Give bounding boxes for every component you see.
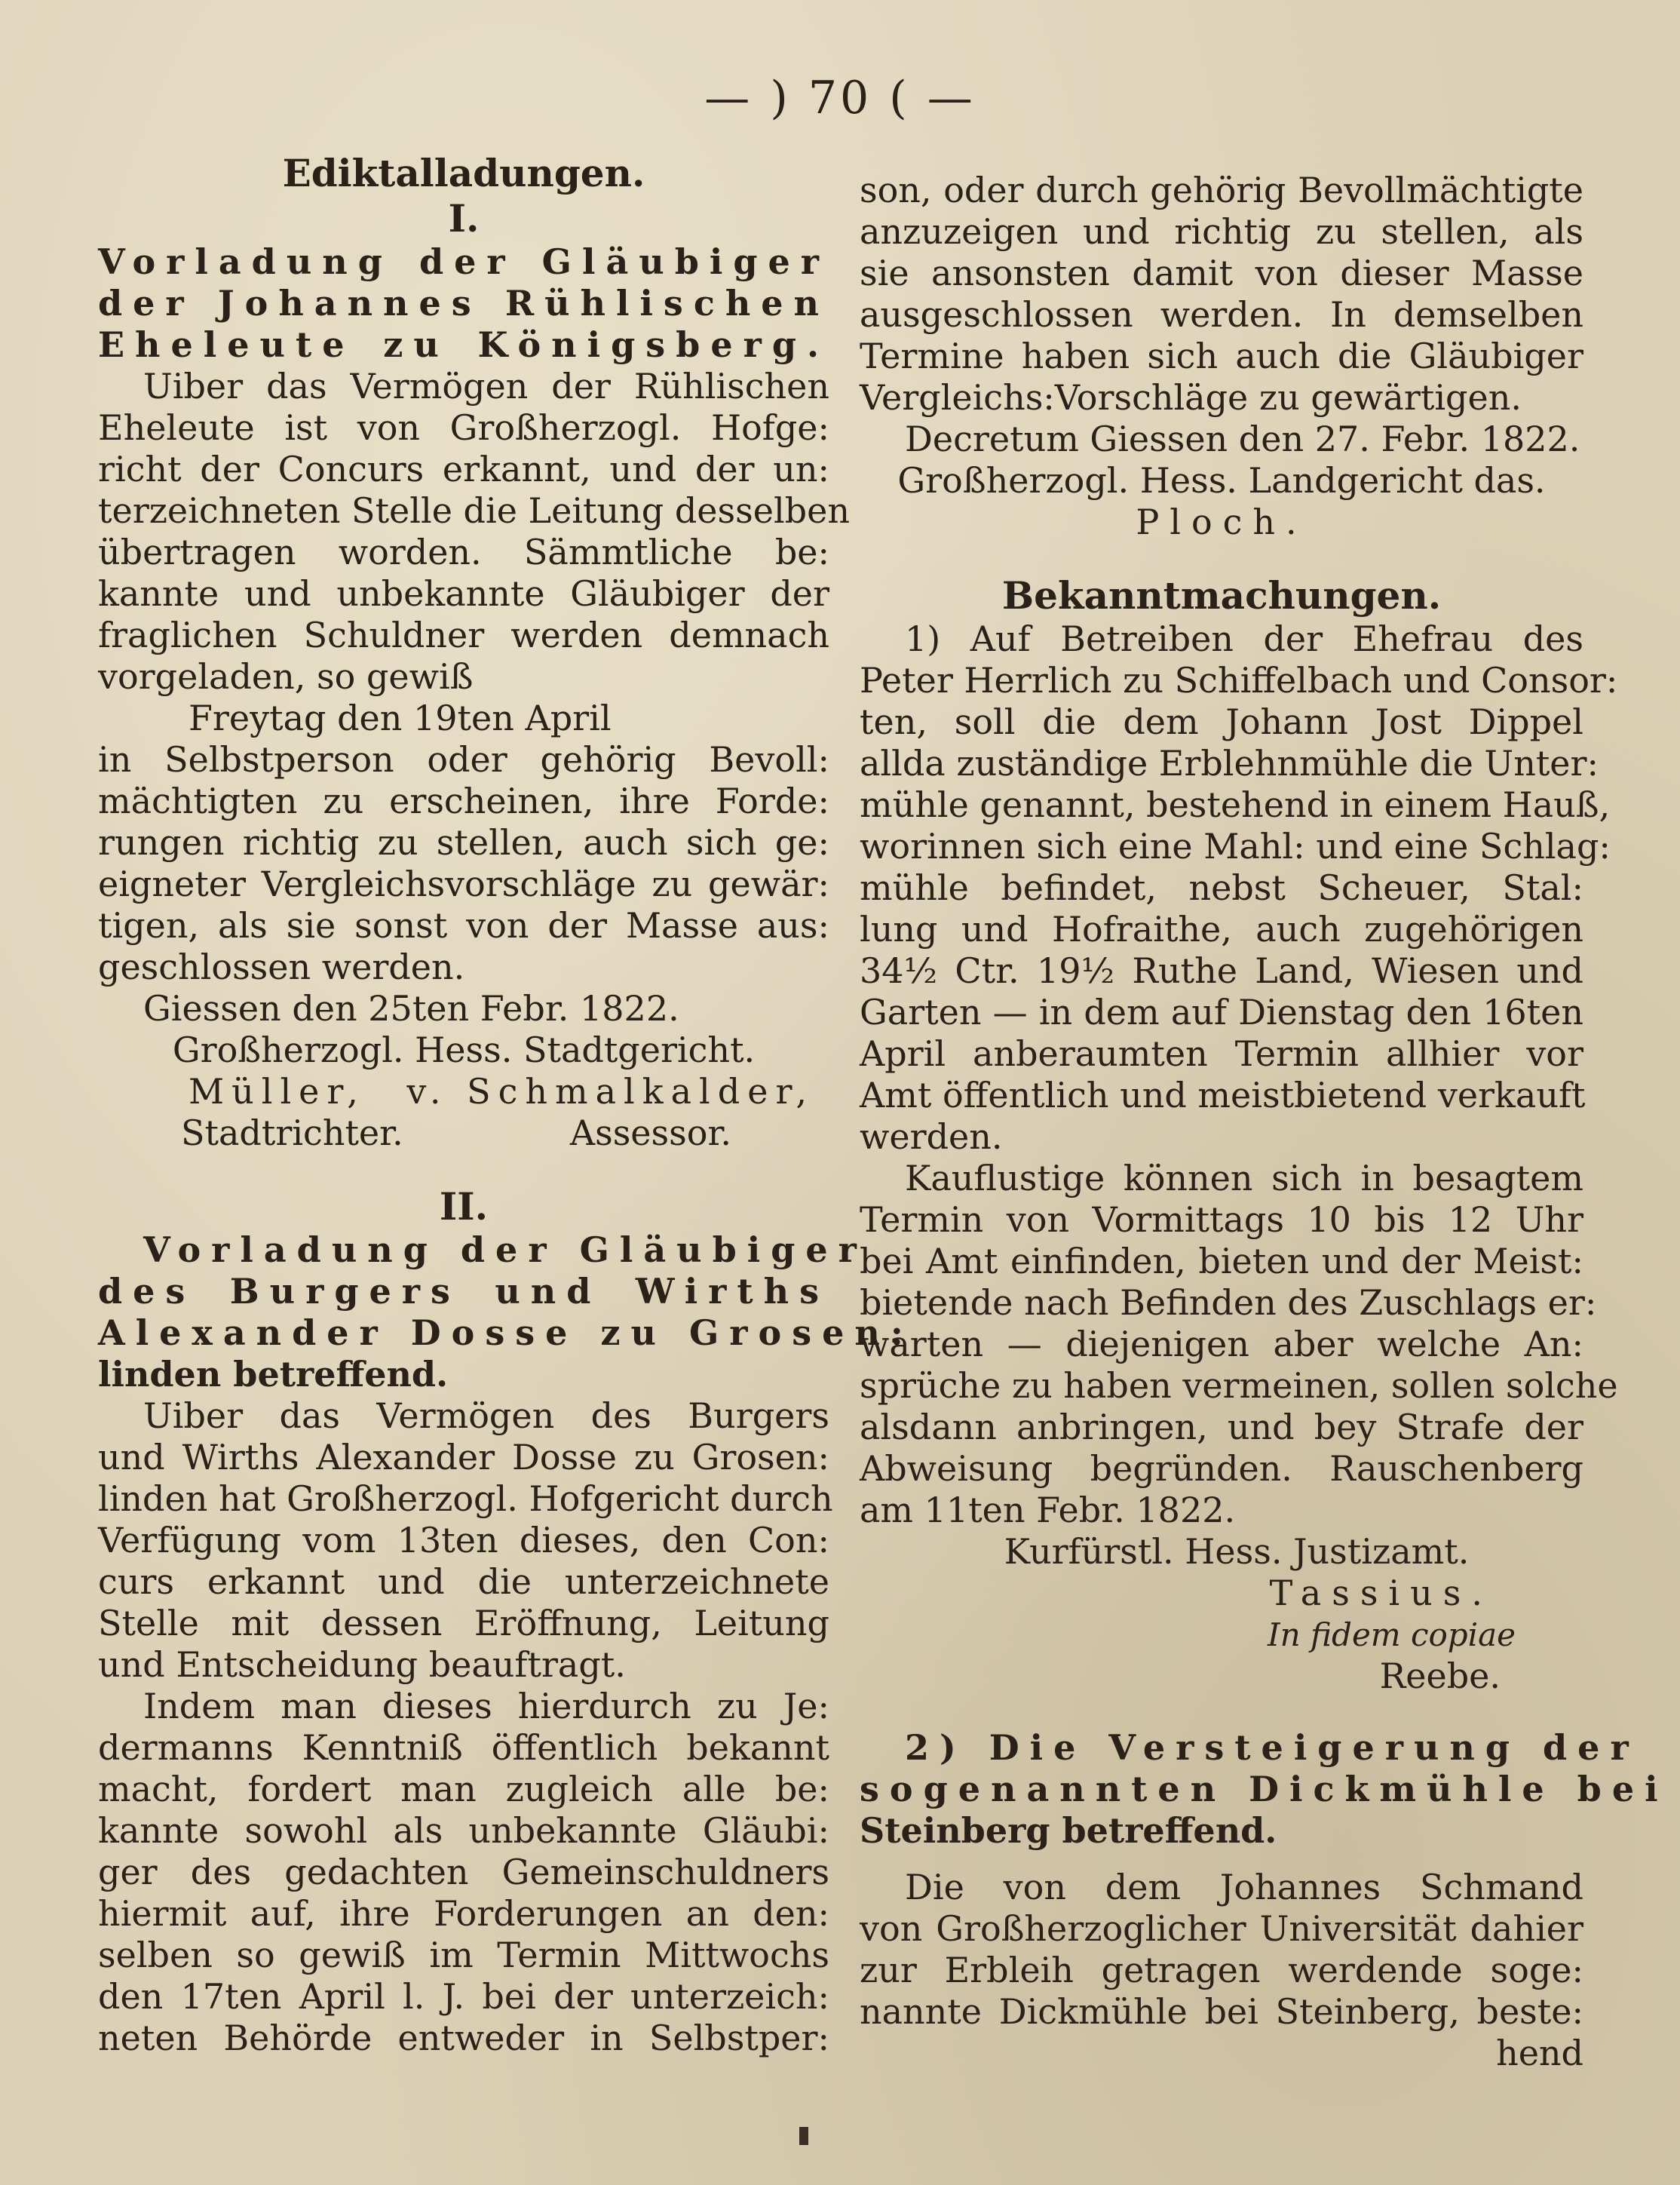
body-line: Garten — in dem auf Dienstag den 16ten [860, 992, 1583, 1033]
body-line: eigneter Vergleichsvorschläge zu gewär: [98, 864, 829, 904]
body-line: ausgeschlossen werden. In demselben [860, 294, 1583, 335]
signer-title: Assessor. [569, 1112, 731, 1153]
body-line: mühle befindet, nebst Scheuer, Stal: [860, 867, 1583, 908]
latin-attestation: In fidem copiae [1268, 1616, 1516, 1653]
body-line: Vergleichs:Vorschläge zu gewärtigen. [860, 377, 1522, 418]
body-line: nannte Dickmühle bei Steinberg, beste: [860, 1991, 1583, 2032]
body-line: bei Amt einfinden, bieten und der Meist: [860, 1241, 1583, 1281]
body-line: und Entscheidung beauftragt. [98, 1644, 626, 1685]
body-line: ten, soll die dem Johann Jost Dippel [860, 701, 1583, 742]
body-line: in Selbstperson oder gehörig Bevoll: [98, 739, 829, 780]
body-line: 34½ Ctr. 19½ Ruthe Land, Wiesen und [860, 950, 1583, 991]
body-line: terzeichneten Stelle die Leitung desselben [98, 490, 850, 531]
spacer [98, 1154, 829, 1184]
body-line: lung und Hofraithe, auch zugehörigen [860, 909, 1583, 950]
court-name: Großherzogl. Hess. Stadtgericht. [172, 1030, 756, 1070]
place-date: Giessen den 25ten Febr. 1822. [143, 988, 679, 1029]
body-line: Indem man dieses hierdurch zu Je: [143, 1686, 829, 1726]
body-line: Stelle mit dessen Eröffnung, Leitung [98, 1603, 829, 1643]
body-line: April anberaumten Termin allhier vor [860, 1033, 1583, 1074]
left-column [98, 151, 914, 2059]
title-line: Steinberg betreffend. [860, 1810, 1277, 1851]
body-line: tigen, als sie sonst von der Masse aus: [98, 905, 829, 946]
signature-names [98, 1071, 829, 1112]
page-number: — ) 70 ( — [704, 72, 976, 124]
body-line: Termin von Vormittags 10 bis 12 Uhr [860, 1199, 1583, 1240]
title-line: 2) Die Versteigerung der [905, 1727, 1639, 1768]
spacer [860, 543, 1583, 573]
notice-2 [860, 1727, 1669, 2074]
body-line: alsdann anbringen, und bey Strafe der [860, 1407, 1583, 1447]
court-name: Großherzogl. Hess. Landgericht das. [897, 460, 1546, 501]
body-line: Kauflustige können sich in besagtem [905, 1158, 1583, 1198]
part2-title [98, 1229, 914, 1395]
body-line: son, oder durch gehörig Bevollmächtigte [860, 170, 1583, 210]
body-line: neten Behörde entweder in Selbstper: [98, 2018, 829, 2058]
body-line: Peter Herrlich zu Schiffelbach und Consor: [860, 660, 1618, 701]
body-line: Verfügung vom 13ten dieses, den Con: [98, 1520, 829, 1560]
signer-name: Ploch. [1136, 502, 1308, 542]
body-line: von Großherzoglicher Universität dahier [860, 1908, 1583, 1949]
signature-titles [98, 1112, 829, 1154]
body-line: am 11ten Febr. 1822. [860, 1490, 1236, 1530]
title-line: der Johannes Rühlischen [98, 283, 829, 324]
body-line: ger des gedachten Gemeinschuldners [98, 1852, 829, 1892]
body-line: worinnen sich eine Mahl: und eine Schlag: [860, 826, 1611, 867]
body-line: Uiber das Vermögen der Rühlischen [143, 366, 829, 407]
body-line: linden hat Großherzogl. Hofgericht durch [98, 1478, 833, 1519]
body-line: und Wirths Alexander Dosse zu Grosen: [98, 1437, 829, 1478]
body-line: dermanns Kenntniß öffentlich bekannt [98, 1727, 829, 1768]
body-line: selben so gewiß im Termin Mittwochs [98, 1935, 829, 1975]
spacer [860, 1697, 1583, 1727]
date-line: Freytag den 19ten April [189, 698, 612, 738]
section-title-announcements: Bekanntmachungen. [1001, 573, 1442, 618]
section-title-edicts: Ediktalladungen. [282, 151, 645, 195]
body-line: rungen richtig zu stellen, auch sich ge: [98, 822, 829, 863]
body-line: anzuzeigen und richtig zu stellen, als [860, 211, 1583, 252]
body-line: den 17ten April l. J. bei der unterzeich: [98, 1976, 829, 2017]
continuation [860, 170, 1583, 543]
signer-name: Tassius. [1269, 1573, 1493, 1613]
attestation-signer: Reebe. [1379, 1656, 1501, 1696]
body-line: mühle genannt, bestehend in einem Hauß, [860, 784, 1611, 825]
body-line: richt der Concurs erkannt, und der un: [98, 449, 829, 489]
catchword: hend [1496, 2033, 1583, 2073]
body-line: geschlossen werden. [98, 947, 465, 987]
title-line: Alexander Dosse zu Grosen: [98, 1312, 914, 1353]
body-line: Termine haben sich auch die Gläubiger [860, 336, 1583, 376]
body-line: warten — diejenigen aber welche An: [860, 1324, 1583, 1364]
body-line: kannte sowohl als unbekannte Gläubi: [98, 1810, 829, 1851]
body-line: Abweisung begründen. Rauschenberg [860, 1448, 1583, 1489]
body-line: zur Erbleih getragen werdende soge: [860, 1950, 1583, 1990]
body-line: Eheleute ist von Großherzogl. Hofge: [98, 407, 829, 448]
page-mark [799, 2127, 808, 2145]
right-column [860, 170, 1669, 2074]
body-line: Amt öffentlich und meistbietend verkauft [860, 1075, 1586, 1116]
signer-name: Müller, [189, 1071, 366, 1112]
body-line: kannte und unbekannte Gläubiger der [98, 573, 829, 614]
part-number-1: I. [448, 196, 480, 241]
court-name: Kurfürstl. Hess. Justizamt. [1004, 1531, 1470, 1572]
part-number-2: II. [439, 1184, 489, 1229]
decretum-line: Decretum Giessen den 27. Febr. 1822. [905, 419, 1580, 459]
part2-body [98, 1395, 833, 2059]
title-line: Eheleute zu Königsberg. [98, 324, 829, 365]
body-line: bietende nach Befinden des Zuschlags er: [860, 1282, 1597, 1323]
part1-title [98, 241, 829, 366]
signer-title: Stadtrichter. [181, 1112, 403, 1153]
spacer [860, 1852, 1583, 1867]
body-line: hiermit auf, ihre Forderungen an den: [98, 1893, 829, 1934]
title-line: sogenannten Dickmühle bei [860, 1769, 1669, 1809]
body-line: curs erkannt und die unterzeichnete [98, 1561, 829, 1602]
body-line: macht, fordert man zugleich alle be: [98, 1769, 829, 1809]
body-line: übertragen worden. Sämmtliche be: [98, 532, 829, 572]
title-line: des Burgers und Wirths [98, 1271, 829, 1312]
title-line: Vorladung der Gläubiger [98, 241, 829, 282]
body-line: sie ansonsten damit von dieser Masse [860, 253, 1583, 293]
body-line: mächtigten zu erscheinen, ihre Forde: [98, 781, 829, 821]
body-line: 1) Auf Betreiben der Ehefrau des [905, 618, 1583, 659]
title-line: linden betreffend. [98, 1354, 449, 1395]
title-line: Vorladung der Gläubiger [143, 1229, 867, 1270]
body-line: sprüche zu haben vermeinen, sollen solche [860, 1365, 1618, 1406]
notice-1 [860, 618, 1618, 1697]
body-line: fraglichen Schuldner werden demnach [98, 615, 829, 655]
body-line: allda zuständige Erblehnmühle die Unter: [860, 743, 1599, 784]
part1-body [98, 366, 850, 1154]
signer-name: v. Schmalkalder, [406, 1071, 814, 1112]
body-line: werden. [860, 1116, 1003, 1157]
body-line: Die von dem Johannes Schmand [905, 1867, 1583, 1907]
body-line: vorgeladen, so gewiß [98, 656, 474, 697]
body-line: Uiber das Vermögen des Burgers [143, 1395, 829, 1436]
